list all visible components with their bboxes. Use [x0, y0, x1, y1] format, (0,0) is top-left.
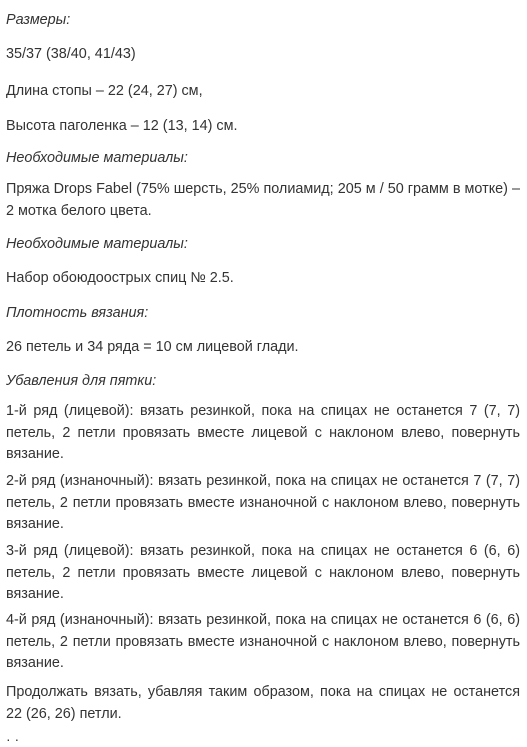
materials-heading-second: Необходимые материалы: [6, 236, 188, 252]
materials-heading: Необходимые материалы: [6, 150, 188, 166]
continue-text: Продолжать вязать, убавляя таким образом, пока на спицах не останется 22 (26, 26) петли. [6, 684, 520, 722]
trailing-dots: · · [6, 731, 20, 747]
heel-heading: Убавления для пятки: [6, 373, 157, 389]
yarn-text: Пряжа Drops Fabel (75% шерсть, 25% полиамид; 205 м / 50 грамм в мотке) – 2 мотка белого цвета. [6, 181, 520, 219]
row-2-text: 2-й ряд (изнаночный): вязать резинкой, пока на спицах не останется 7 (7, 7) петель, 2 петли провязать вместе изнаночной с наклоном влево, повернуть вязание. [6, 473, 520, 532]
foot-length-text: Длина стопы – 22 (24, 27) см, [6, 83, 203, 99]
needles-text: Набор обоюдоострых спиц № 2.5. [6, 270, 234, 286]
row-3-text: 3-й ряд (лицевой): вязать резинкой, пока на спицах не останется 6 (6, 6) петель, 2 петли провязать вместе лицевой с наклоном влево, повернуть вязание. [6, 543, 520, 602]
gauge-heading: Плотность вязания: [6, 305, 149, 321]
gauge-text: 26 петель и 34 ряда = 10 см лицевой глади. [6, 339, 299, 355]
sizes-text: 35/37 (38/40, 41/43) [6, 46, 136, 62]
cuff-height-text: Высота паголенка – 12 (13, 14) см. [6, 118, 238, 134]
row-4-text: 4-й ряд (изнаночный): вязать резинкой, пока на спицах не останется 6 (6, 6) петель, 2 петли провязать вместе изнаночной с наклоном влево, повернуть вязание. [6, 612, 520, 671]
row-1-text: 1-й ряд (лицевой): вязать резинкой, пока на спицах не останется 7 (7, 7) петель, 2 петли провязать вместе лицевой с наклоном влево, повернуть вязание. [6, 403, 520, 462]
sizes-heading: Размеры: [6, 12, 71, 28]
